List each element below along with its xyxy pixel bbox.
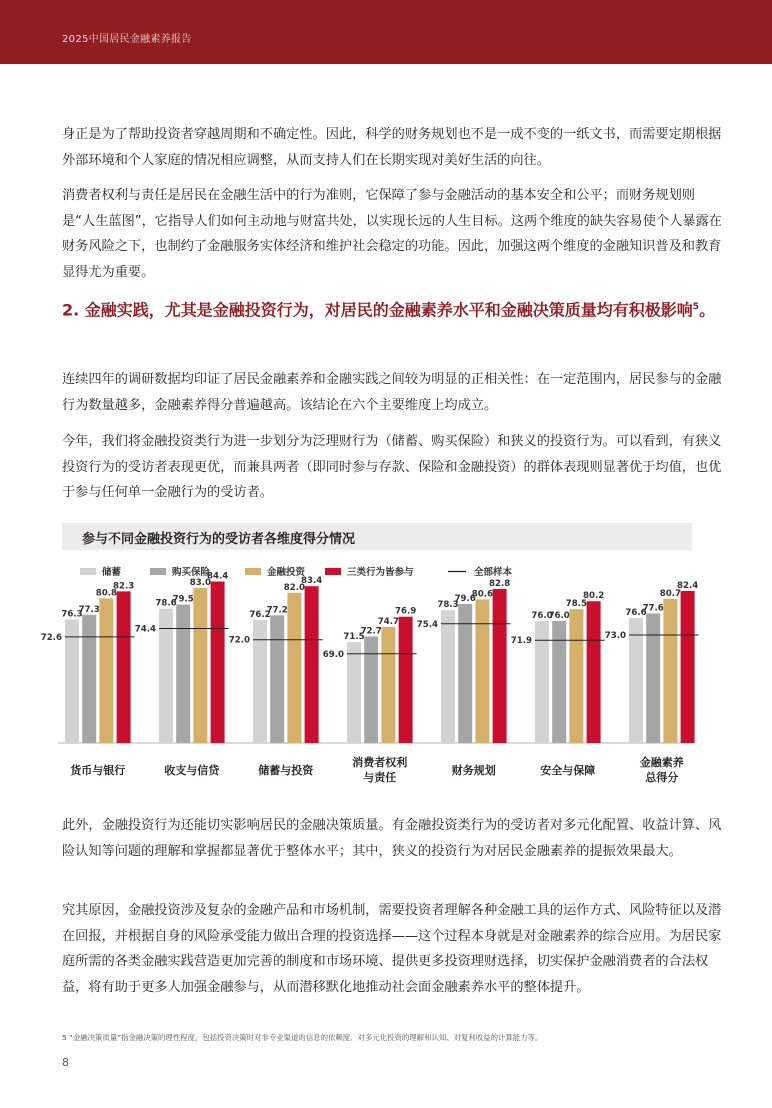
paragraph-5: 此外，金融投资行为还能切实影响居民的金融决策质量。有金融投资类行为的受访者对多元化配置、收益计算、风险认知等问题的理解和掌握都显著优于整体水平；其中，狭义的投资行为对居民金融素养的提振效果最大。 bbox=[62, 818, 722, 859]
data-label: 76.0 bbox=[531, 610, 553, 621]
bar bbox=[99, 598, 113, 743]
category-label: 总得分 bbox=[645, 771, 679, 784]
legend-label: 金融投资 bbox=[267, 567, 306, 578]
data-label: 76.2 bbox=[249, 610, 271, 621]
data-label: 72.7 bbox=[360, 626, 382, 637]
bar bbox=[441, 610, 455, 743]
data-label: 77.3 bbox=[78, 604, 100, 615]
legend-swatch bbox=[80, 568, 96, 575]
bar bbox=[535, 621, 549, 743]
category-label: 与责任 bbox=[363, 771, 397, 784]
category-label: 货币与银行 bbox=[70, 764, 126, 777]
data-label: 82.0 bbox=[283, 582, 306, 593]
data-label: 76.6 bbox=[625, 608, 647, 619]
section-heading-text: 2. 金融实践，尤其是金融投资行为，对居民的金融素养水平和金融决策质量均有积极影响 bbox=[62, 300, 693, 320]
section-heading: 2. 金融实践，尤其是金融投资行为，对居民的金融素养水平和金融决策质量均有积极影响$^5$。 bbox=[62, 300, 716, 320]
footnote: 5 “金融决策质量”指金融决策的理性程度，包括投资决策时对非专业渠道的信息的依赖度、对多元化投资的理解和认知、对复利收益的计算能力等。 bbox=[62, 1033, 543, 1042]
data-label: 82.8 bbox=[488, 579, 511, 590]
data-label: 71.5 bbox=[343, 632, 365, 643]
data-label: 78.5 bbox=[565, 599, 588, 610]
data-label: 84.4 bbox=[206, 571, 229, 582]
paragraph-1: 身正是为了帮助投资者穿越周期和不确定性。因此，科学的财务规划也不是一成不变的一纸文书，而需要定期根据外部环境和个人家庭的情况相应调整，从而支持人们在长期实现对美好生活的向往。 bbox=[62, 127, 722, 168]
bar bbox=[552, 621, 566, 743]
reference-label: 69.0 bbox=[322, 649, 344, 660]
paragraph-6: 究其原因，金融投资涉及复杂的金融产品和市场机制，需要投资者理解各种金融工具的运作方式、风险特征以及潜在回报，并根据自身的风险承受能力做出合理的投资选择——这个过程本身就是对金融素养的综合应用。为居民家庭所需的各类金融实践营造更加完善的制度和市场环境、提供更多投资理财选择，切实保护金融消费者的合法权益，将有助于更多人加强金融参与，从而潜移默化地推动社会面金融素养水平的整体提升。 bbox=[62, 903, 722, 995]
bar bbox=[475, 599, 489, 743]
bar bbox=[629, 618, 643, 743]
data-label: 80.7 bbox=[659, 588, 682, 599]
data-label: 76.3 bbox=[61, 609, 83, 620]
bar bbox=[253, 620, 267, 743]
data-label: 80.2 bbox=[582, 591, 605, 602]
report-title: 2025中国居民金融素养报告 bbox=[62, 34, 192, 45]
reference-label: 75.4 bbox=[416, 619, 438, 630]
category-label: 消费者权利 bbox=[352, 756, 408, 769]
header-bar bbox=[0, 0, 772, 64]
bar bbox=[211, 582, 225, 743]
legend-label: 储蓄 bbox=[102, 567, 122, 578]
page-number: 8 bbox=[62, 1056, 69, 1069]
bar bbox=[65, 620, 79, 743]
reference-label: 72.0 bbox=[228, 635, 250, 646]
data-label: 80.8 bbox=[95, 588, 118, 599]
chart-title: 参与不同金融投资行为的受访者各维度得分情况 bbox=[82, 532, 356, 547]
bar bbox=[587, 601, 601, 743]
legend-label: 三类行为皆参与 bbox=[347, 567, 414, 578]
data-label: 77.6 bbox=[642, 603, 664, 614]
legend-label: 全部样本 bbox=[474, 567, 513, 578]
bar bbox=[270, 615, 284, 743]
reference-label: 73.0 bbox=[604, 631, 626, 642]
data-label: 79.6 bbox=[454, 594, 476, 605]
reference-label: 74.4 bbox=[134, 624, 156, 635]
chart-title-bar bbox=[62, 523, 692, 550]
data-label: 82.3 bbox=[112, 581, 135, 592]
data-label: 80.6 bbox=[471, 589, 494, 600]
footnote-marker: 5 bbox=[692, 302, 700, 312]
bar bbox=[681, 591, 695, 743]
category-label: 储蓄与投资 bbox=[258, 764, 314, 777]
bar bbox=[193, 588, 207, 743]
bar-chart bbox=[0, 555, 772, 805]
data-label: 74.7 bbox=[377, 617, 400, 628]
legend-swatch bbox=[245, 568, 261, 575]
data-label: 83.0 bbox=[189, 578, 212, 589]
bar bbox=[364, 636, 378, 743]
data-label: 77.2 bbox=[266, 605, 288, 616]
reference-label: 72.6 bbox=[40, 632, 62, 643]
legend-swatch bbox=[325, 568, 341, 575]
bar bbox=[117, 591, 131, 743]
reference-label: 71.9 bbox=[510, 636, 532, 647]
bar bbox=[176, 605, 190, 743]
data-label: 83.4 bbox=[300, 576, 323, 587]
legend-swatch bbox=[150, 568, 166, 575]
data-label: 76.0 bbox=[548, 610, 570, 621]
data-label: 78.6 bbox=[155, 598, 177, 609]
data-label: 78.3 bbox=[437, 600, 459, 611]
data-label: 79.5 bbox=[172, 594, 194, 605]
paragraph-3: 连续四年的调研数据均印证了居民金融素养和金融实践之间较为明显的正相关性：在一定范围内，居民参与的金融行为数量越多，金融素养得分普遍越高。该结论在六个主要维度上均成立。 bbox=[62, 372, 722, 413]
data-label: 76.9 bbox=[394, 606, 417, 617]
bar bbox=[569, 609, 583, 743]
bar bbox=[381, 627, 395, 743]
category-label: 财务规划 bbox=[451, 764, 496, 777]
category-label: 金融素养 bbox=[639, 756, 684, 769]
bar bbox=[663, 599, 677, 743]
paragraph-2: 消费者权利与责任是居民在金融生活中的行为准则，它保障了参与金融活动的基本安全和公平；而财务规划则是“人生蓝图”，它指导人们如何主动地与财富共处，以实现长远的人生目标。这两个维度的缺失容易使个人暴露在财务风险之下，也制约了金融服务实体经济和维护社会稳定的功能。因此，加强这两个维度的金融知识普及和教育显得尤为重要。 bbox=[62, 188, 722, 280]
category-label: 收支与信贷 bbox=[164, 764, 220, 777]
bar bbox=[305, 586, 319, 743]
legend-label: 购买保险 bbox=[172, 567, 211, 578]
data-label: 82.4 bbox=[676, 580, 699, 591]
bar bbox=[347, 642, 361, 743]
bar bbox=[82, 615, 96, 743]
bar bbox=[493, 589, 507, 743]
category-label: 安全与保障 bbox=[540, 764, 596, 777]
bar bbox=[646, 613, 660, 743]
paragraph-4: 今年，我们将金融投资类行为进一步划分为泛理财行为（储蓄、购买保险）和狭义的投资行为。可以看到，有狭义投资行为的受访者表现更优，而兼具两者（即同时参与存款、保险和金融投资）的群体表现则显著优于均值，也优于参与任何单一金融行为的受访者。 bbox=[62, 434, 722, 500]
bar bbox=[399, 617, 413, 743]
bar bbox=[458, 604, 472, 743]
bar bbox=[287, 593, 301, 743]
